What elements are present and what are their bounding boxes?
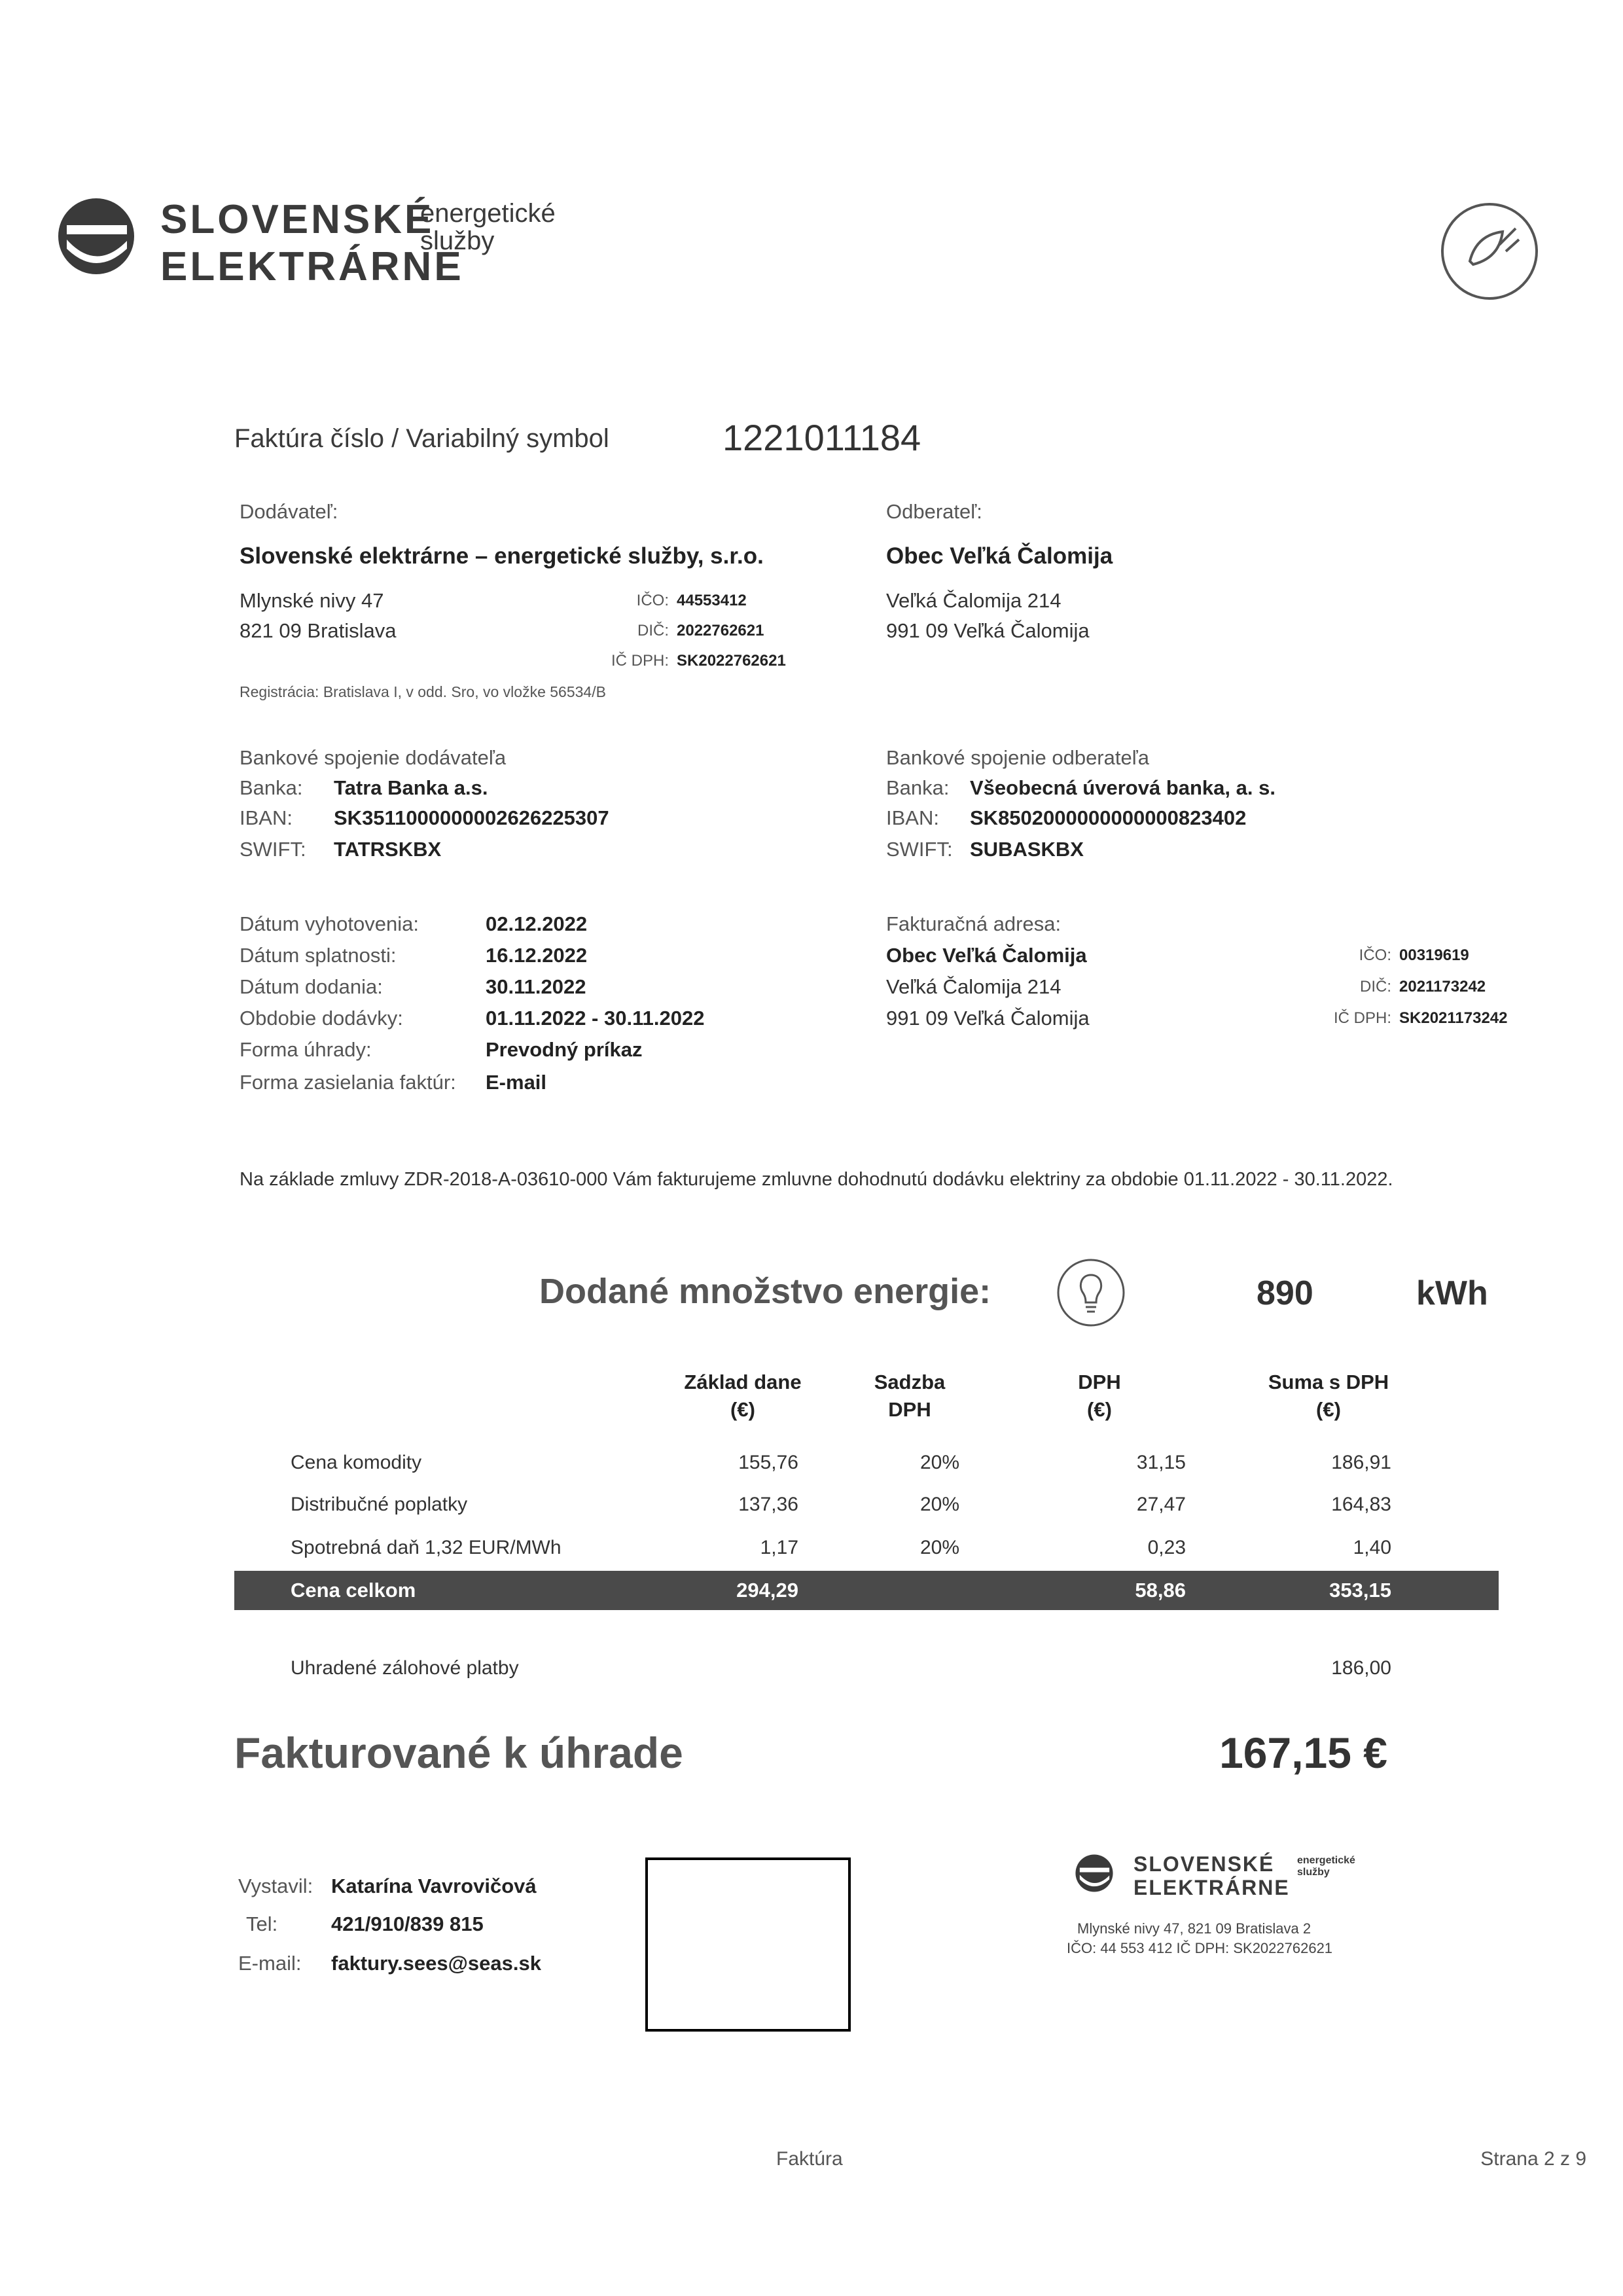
- billing-city: 991 09 Veľká Čalomija: [886, 1007, 1090, 1030]
- delivery-date: 30.11.2022: [486, 975, 586, 998]
- stamp-sub1: energetické: [1297, 1855, 1355, 1866]
- invoice-number: 1221011184: [722, 417, 921, 458]
- billing-icdph-label: IČ DPH:: [1333, 1009, 1391, 1027]
- due-date: 16.12.2022: [486, 944, 588, 967]
- supplier-dic: 2022762621: [677, 622, 764, 639]
- row-sum: 1,40: [1353, 1537, 1391, 1558]
- payment-form: Prevodný príkaz: [486, 1038, 643, 1061]
- row-rate: 20%: [919, 1494, 959, 1515]
- supplier-ico: 44553412: [677, 592, 747, 609]
- supplier-bank-label: Banka:: [240, 776, 303, 799]
- stamp-logo-icon: [1073, 1852, 1115, 1894]
- tel: 421/910/839 815: [331, 1912, 484, 1935]
- signature-box: [645, 1857, 851, 2032]
- supplier-bank-heading: Bankové spojenie dodávateľa: [240, 746, 507, 769]
- energy-label: Dodané množstvo energie:: [539, 1272, 991, 1311]
- sending-form-label: Forma zasielania faktúr:: [240, 1071, 456, 1094]
- issued-by: Katarína Vavrovičová: [331, 1874, 537, 1897]
- payment-form-label: Forma úhrady:: [240, 1038, 372, 1061]
- billing-dic-label: DIČ:: [1360, 978, 1391, 996]
- supplier-icdph-label: IČ DPH:: [611, 652, 669, 670]
- billing-icdph: SK2021173242: [1399, 1009, 1508, 1027]
- supplier-swift-label: SWIFT:: [240, 838, 306, 861]
- row-base: 1,17: [760, 1537, 798, 1558]
- billing-dic: 2021173242: [1399, 978, 1486, 996]
- eco-plug-icon: [1437, 199, 1542, 304]
- header-sum-l2: (€): [1316, 1398, 1341, 1421]
- header-base-l2: (€): [730, 1398, 755, 1421]
- supplier-iban: SK3511000000002626225307: [334, 806, 609, 829]
- period: 01.11.2022 - 30.11.2022: [486, 1007, 705, 1030]
- header-rate-l1: Sadzba: [874, 1371, 946, 1393]
- stamp-sub2: služby: [1297, 1867, 1330, 1878]
- energy-value: 890: [1257, 1274, 1313, 1312]
- total-vat: 58,86: [1135, 1579, 1186, 1602]
- customer-bank-label: Banka:: [886, 776, 950, 799]
- customer-swift-label: SWIFT:: [886, 838, 953, 861]
- logo-emblem-icon: [54, 194, 139, 279]
- header-vat-l2: (€): [1087, 1398, 1112, 1421]
- total-sum: 353,15: [1329, 1579, 1391, 1602]
- customer-bank-heading: Bankové spojenie odberateľa: [886, 746, 1150, 769]
- billing-name: Obec Veľká Čalomija: [886, 944, 1087, 967]
- stamp-line1: SLOVENSKÉ: [1133, 1852, 1275, 1876]
- row-name: Spotrebná daň 1,32 EUR/MWh: [291, 1537, 562, 1558]
- header-base-l1: Základ dane: [684, 1371, 802, 1393]
- logo-line2: ELEKTRÁRNE: [160, 244, 464, 289]
- row-name: Cena komodity: [291, 1452, 422, 1473]
- issued-by-label: Vystavil:: [238, 1874, 313, 1897]
- supplier-name: Slovenské elektrárne – energetické služby, s.r.o.: [240, 543, 764, 569]
- stamp-line2: ELEKTRÁRNE: [1133, 1876, 1290, 1899]
- email-label: E-mail:: [238, 1952, 302, 1975]
- advances-sum: 186,00: [1331, 1657, 1391, 1679]
- supplier-city: 821 09 Bratislava: [240, 619, 397, 642]
- issue-date: 02.12.2022: [486, 912, 588, 935]
- row-sum: 186,91: [1331, 1452, 1391, 1473]
- header-rate-l2: DPH: [888, 1398, 931, 1421]
- stamp-ids: IČO: 44 553 412 IČ DPH: SK2022762621: [1067, 1940, 1333, 1956]
- logo-sub1: energetické: [420, 199, 556, 228]
- customer-street: Veľká Čalomija 214: [886, 589, 1061, 612]
- page-number: Strana 2 z 9: [1480, 2148, 1586, 2170]
- row-sum: 164,83: [1331, 1494, 1391, 1515]
- logo-line1: SLOVENSKÉ: [160, 197, 435, 242]
- header-vat-l1: DPH: [1078, 1371, 1121, 1393]
- total-base: 294,29: [736, 1579, 798, 1602]
- email: faktury.sees@seas.sk: [331, 1952, 541, 1975]
- supplier-ico-label: IČO:: [636, 592, 669, 609]
- billing-heading: Fakturačná adresa:: [886, 912, 1061, 935]
- supplier-bank-name: Tatra Banka a.s.: [334, 776, 488, 799]
- row-base: 137,36: [738, 1494, 798, 1515]
- footer-title: Faktúra: [776, 2148, 843, 2170]
- row-rate: 20%: [919, 1537, 959, 1558]
- row-vat: 31,15: [1136, 1452, 1186, 1473]
- supplier-heading: Dodávateľ:: [240, 500, 338, 523]
- total-name: Cena celkom: [291, 1579, 416, 1602]
- tel-label: Tel:: [246, 1912, 278, 1935]
- energy-unit: kWh: [1416, 1274, 1488, 1312]
- issue-date-label: Dátum vyhotovenia:: [240, 912, 419, 935]
- invoice-number-label: Faktúra číslo / Variabilný symbol: [234, 424, 609, 453]
- customer-swift: SUBASKBX: [970, 838, 1084, 861]
- header-sum-l1: Suma s DPH: [1268, 1371, 1389, 1393]
- to-pay-value: 167,15 €: [1219, 1729, 1387, 1777]
- supplier-registration: Registrácia: Bratislava I, v odd. Sro, vo vložke 56534/B: [240, 683, 606, 700]
- supplier-dic-label: DIČ:: [637, 622, 669, 639]
- customer-iban-label: IBAN:: [886, 806, 939, 829]
- billing-ico: 00319619: [1399, 946, 1469, 964]
- supplier-swift: TATRSKBX: [334, 838, 442, 861]
- supplier-iban-label: IBAN:: [240, 806, 293, 829]
- advances-name: Uhradené zálohové platby: [291, 1657, 519, 1679]
- sending-form: E-mail: [486, 1071, 547, 1094]
- logo-sub2: služby: [420, 226, 495, 255]
- period-label: Obdobie dodávky:: [240, 1007, 403, 1030]
- customer-heading: Odberateľ:: [886, 500, 982, 523]
- row-rate: 20%: [919, 1452, 959, 1473]
- billing-ico-label: IČO:: [1359, 946, 1391, 964]
- due-date-label: Dátum splatnosti:: [240, 944, 397, 967]
- contract-intro: Na základe zmluvy ZDR-2018-A-03610-000 Vám fakturujeme zmluvne dohodnutú dodávku elektriny za obdobie 01.11.2022 - 30.11.2022.: [240, 1169, 1393, 1190]
- row-name: Distribučné poplatky: [291, 1494, 468, 1515]
- stamp-address: Mlynské nivy 47, 821 09 Bratislava 2: [1077, 1920, 1311, 1937]
- delivery-date-label: Dátum dodania:: [240, 975, 383, 998]
- customer-city: 991 09 Veľká Čalomija: [886, 619, 1090, 642]
- supplier-street: Mlynské nivy 47: [240, 589, 384, 612]
- row-base: 155,76: [738, 1452, 798, 1473]
- customer-bank-name: Všeobecná úverová banka, a. s.: [970, 776, 1275, 799]
- row-vat: 27,47: [1136, 1494, 1186, 1515]
- customer-iban: SK8502000000000000823402: [970, 806, 1247, 829]
- lightbulb-icon: [1055, 1257, 1127, 1329]
- customer-name: Obec Veľká Čalomija: [886, 543, 1113, 569]
- row-vat: 0,23: [1147, 1537, 1186, 1558]
- to-pay-label: Fakturované k úhrade: [234, 1729, 683, 1777]
- supplier-icdph: SK2022762621: [677, 652, 786, 670]
- billing-street: Veľká Čalomija 214: [886, 975, 1061, 998]
